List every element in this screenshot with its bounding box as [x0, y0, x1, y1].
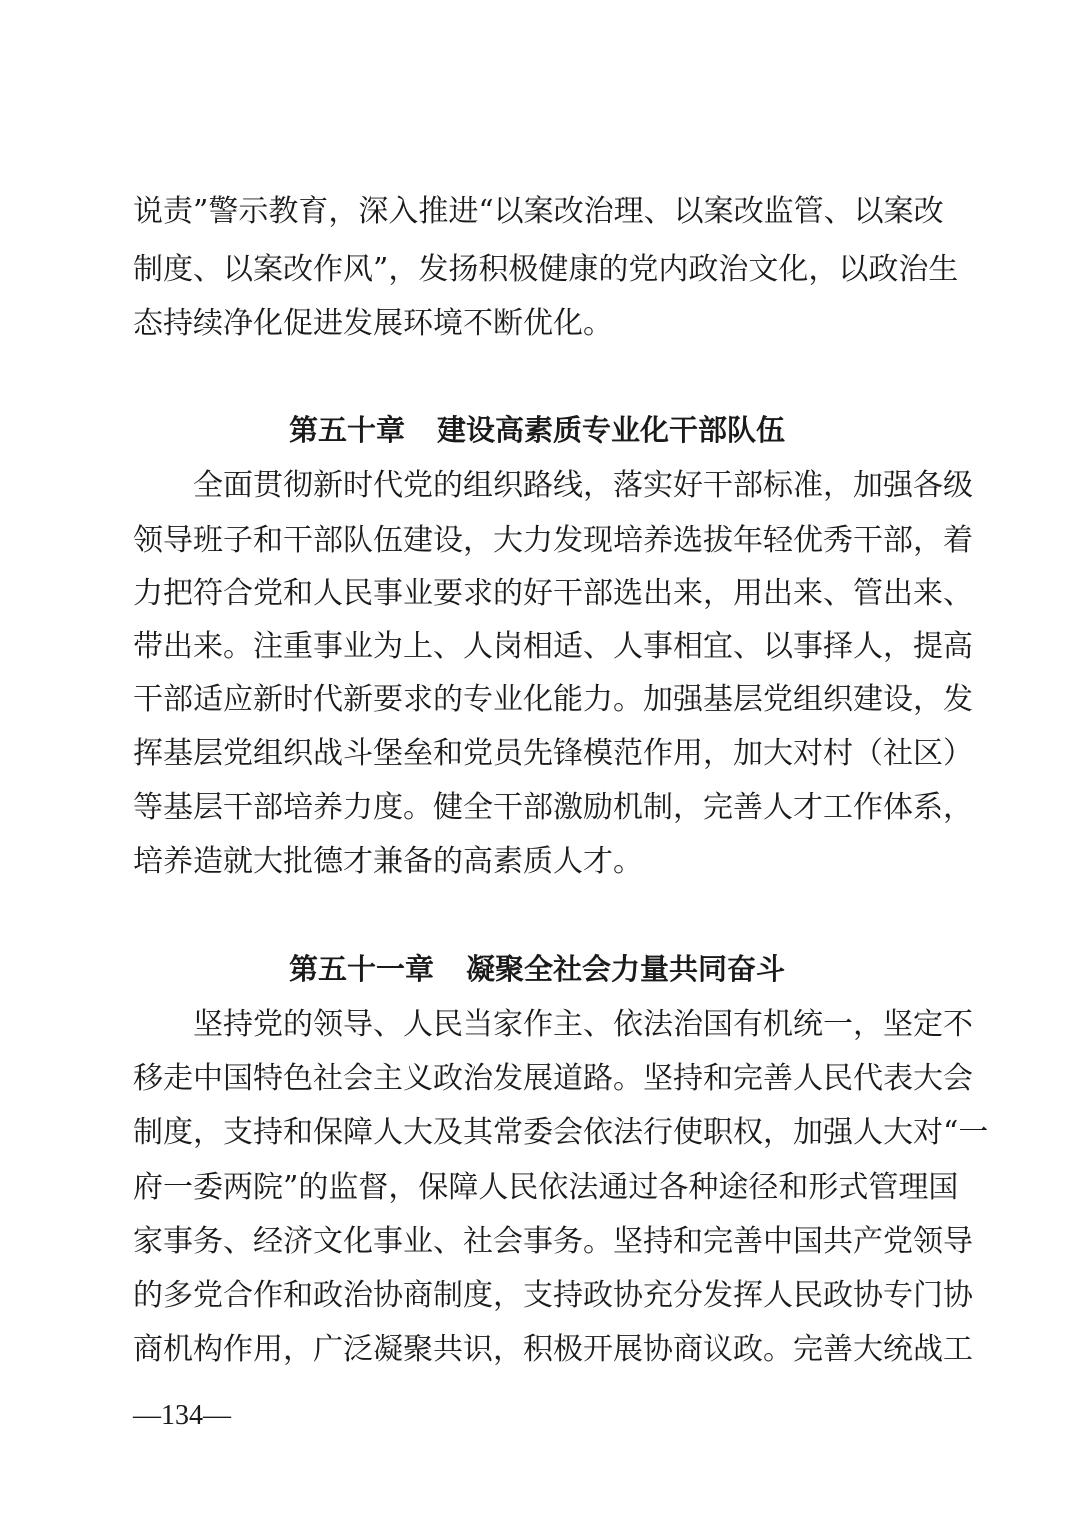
chapter-title: 建设高素质专业化干部队伍 — [437, 413, 786, 447]
paragraph-line: 培养造就大批德才兼备的高素质人才。 — [133, 844, 643, 879]
paragraph-line: 干部适应新时代新要求的专业化能力。加强基层党组织建设，发 — [133, 682, 973, 717]
paragraph-line: 的多党合作和政治协商制度，支持政协充分发挥人民政协专门协 — [133, 1278, 973, 1313]
paragraph-line: 制度、以案改作风”，发扬积极健康的党内政治文化，以政治生 — [133, 252, 959, 287]
chapter-heading — [0, 405, 1074, 455]
paragraph-line: 挥基层党组织战斗堡垒和党员先锋模范作用，加大对村（社区） — [133, 736, 973, 771]
chapter-number: 第五十一章 — [288, 952, 434, 986]
paragraph-line: 等基层干部培养力度。健全干部激励机制，完善人才工作体系， — [133, 790, 973, 825]
paragraph-line: 府一委两院”的监督，保障人民依法通过各种途径和形式管理国 — [133, 1170, 959, 1205]
paragraph-line: 商机构作用，广泛凝聚共识，积极开展协商议政。完善大统战工 — [133, 1332, 973, 1367]
paragraph-line: 领导班子和干部队伍建设，大力发现培养选拔年轻优秀干部，着 — [133, 523, 973, 558]
paragraph-line: 全面贯彻新时代党的组织路线，落实好干部标准，加强各级 — [193, 468, 973, 503]
paragraph-line: 制度，支持和保障人大及其常委会依法行使职权，加强人大对“一 — [133, 1115, 989, 1150]
paragraph-line: 力把符合党和人民事业要求的好干部选出来，用出来、管出来、 — [133, 576, 973, 611]
paragraph-line: 家事务、经济文化事业、社会事务。坚持和完善中国共产党领导 — [133, 1224, 973, 1259]
chapter-heading — [0, 944, 1074, 994]
paragraph-line: 说责”警示教育，深入推进“以案改治理、以案改监管、以案改 — [133, 194, 944, 229]
chapter-title: 凝聚全社会力量共同奋斗 — [466, 952, 786, 986]
paragraph-line: 态持续净化促进发展环境不断优化。 — [133, 306, 613, 341]
paragraph-line: 带出来。注重事业为上、人岗相适、人事相宜、以事择人，提高 — [133, 629, 973, 664]
page-number: —134— — [133, 1400, 231, 1431]
paragraph-line: 坚持党的领导、人民当家作主、依法治国有机统一，坚定不 — [193, 1007, 973, 1042]
paragraph-line: 移走中国特色社会主义政治发展道路。坚持和完善人民代表大会 — [133, 1061, 973, 1096]
chapter-number: 第五十章 — [288, 413, 405, 447]
